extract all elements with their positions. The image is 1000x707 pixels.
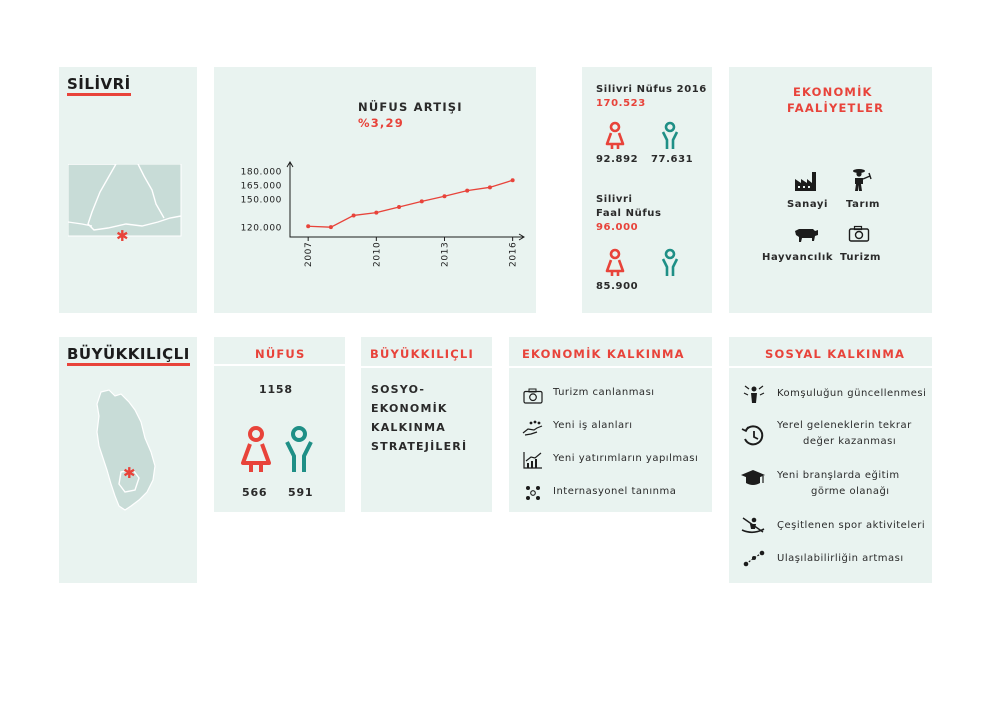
data-point: [488, 185, 492, 189]
graduation-cap-icon: [740, 469, 766, 487]
silivri-title: SİLİVRİ: [67, 75, 131, 93]
social-item: Yeni branşlarda eğitim: [777, 470, 900, 481]
data-point: [511, 178, 515, 182]
y-tick-label: 180.000: [240, 167, 282, 178]
route-icon: [743, 550, 765, 568]
population-line-chart: [214, 67, 536, 313]
economic-development-panel: [509, 337, 712, 512]
female-icon: [604, 248, 626, 276]
social-development-panel: [729, 337, 932, 583]
silivri-stats-panel: [582, 67, 712, 313]
strategy-line-1: SOSYO-: [371, 383, 426, 396]
female-count: 566: [242, 486, 268, 499]
population-chart-panel: [214, 67, 536, 313]
female-count: 92.892: [596, 154, 639, 165]
econ-dev-item: Yeni yatırımların yapılması: [553, 453, 699, 464]
social-item: görme olanağı: [811, 486, 890, 497]
x-tick-label: 2010: [372, 241, 383, 267]
strategy-line-2: EKONOMİK: [371, 402, 448, 415]
nufus-total: 1158: [259, 383, 293, 396]
camera-icon: [523, 388, 543, 404]
y-tick-label: 120.000: [240, 223, 282, 234]
social-title: SOSYAL KALKINMA: [765, 347, 906, 361]
population-series-line: [308, 180, 512, 227]
x-tick-label: 2016: [508, 241, 519, 267]
farmer-icon: [849, 168, 873, 192]
y-tick-label: 150.000: [240, 195, 282, 206]
active-female-count: 85.900: [596, 281, 639, 292]
male-icon: [659, 248, 681, 276]
kayak-icon: [741, 516, 765, 534]
strategy-panel: [361, 337, 492, 512]
social-item: Çeşitlenen spor aktiviteleri: [777, 520, 926, 531]
female-icon: [604, 121, 626, 149]
nufus-panel: [214, 337, 345, 512]
chart-subtitle: %3,29: [358, 116, 404, 130]
social-item: Ulaşılabilirliğin artması: [777, 553, 904, 564]
female-icon: [239, 425, 273, 473]
econ-dev-title: EKONOMİK KALKINMA: [522, 347, 685, 361]
strategy-panel-title: BÜYÜKKILIÇLI: [370, 347, 474, 361]
strategy-divider: [361, 366, 492, 368]
y-tick-label: 165.000: [240, 181, 282, 192]
network-icon: [524, 484, 542, 502]
buyukkilicli-title: BÜYÜKKILIÇLI: [67, 345, 190, 363]
nufus-title: NÜFUS: [255, 347, 306, 361]
data-point: [329, 225, 333, 229]
econ-dev-item: Turizm canlanması: [553, 387, 655, 398]
community-icon: [742, 383, 766, 405]
hand-coins-icon: [522, 419, 544, 437]
strategy-line-4: STRATEJİLERİ: [371, 440, 468, 453]
social-item: Komşuluğun güncellenmesi: [777, 388, 927, 399]
growth-chart-icon: [523, 451, 543, 469]
active-total: 96.000: [596, 222, 639, 233]
factory-icon: [794, 170, 818, 192]
strategy-line-3: KALKINMA: [371, 421, 446, 434]
econ-dev-item: Internasyonel tanınma: [553, 486, 677, 497]
econ-item-tarim: Tarım: [846, 199, 881, 210]
data-point: [374, 211, 378, 215]
social-divider: [729, 366, 932, 368]
history-clock-icon: [741, 424, 765, 448]
x-tick-label: 2007: [304, 241, 315, 267]
econ-title-1: EKONOMİK: [793, 85, 873, 99]
data-point: [465, 189, 469, 193]
stats-total: 170.523: [596, 98, 646, 109]
male-icon: [659, 121, 681, 149]
location-marker-icon: ✱: [123, 464, 136, 482]
econ-item-hayvancilik: Hayvancılık: [762, 252, 834, 263]
cow-icon: [793, 225, 819, 245]
social-item: değer kazanması: [803, 436, 897, 447]
active-label-2: Faal Nüfus: [596, 208, 662, 219]
silivri-map-panel: [59, 67, 197, 313]
econ-item-sanayi: Sanayi: [787, 199, 829, 210]
chart-axes: [290, 162, 524, 237]
chart-title: NÜFUS ARTIŞI: [358, 100, 463, 114]
location-marker-icon: ✱: [116, 227, 129, 245]
data-point: [352, 213, 356, 217]
econ-dev-divider: [509, 366, 712, 368]
stats-title: Silivri Nüfus 2016: [596, 84, 707, 95]
econ-item-turizm: Turizm: [840, 252, 882, 263]
data-point: [420, 199, 424, 203]
data-point: [306, 224, 310, 228]
economic-activities-panel: [729, 67, 932, 313]
active-label-1: Silivri: [596, 194, 633, 205]
buyukkilicli-map-panel: [59, 337, 197, 583]
male-count: 591: [288, 486, 314, 499]
econ-dev-item: Yeni iş alanları: [553, 420, 633, 431]
data-point: [442, 194, 446, 198]
male-count: 77.631: [651, 154, 694, 165]
data-point: [397, 205, 401, 209]
male-icon: [282, 425, 316, 473]
econ-title-2: FAALİYETLER: [787, 101, 885, 115]
x-tick-label: 2013: [440, 241, 451, 267]
camera-icon: [848, 225, 870, 243]
social-item: Yerel geleneklerin tekrar: [777, 420, 912, 431]
buyukkilicli-map: [95, 388, 165, 513]
